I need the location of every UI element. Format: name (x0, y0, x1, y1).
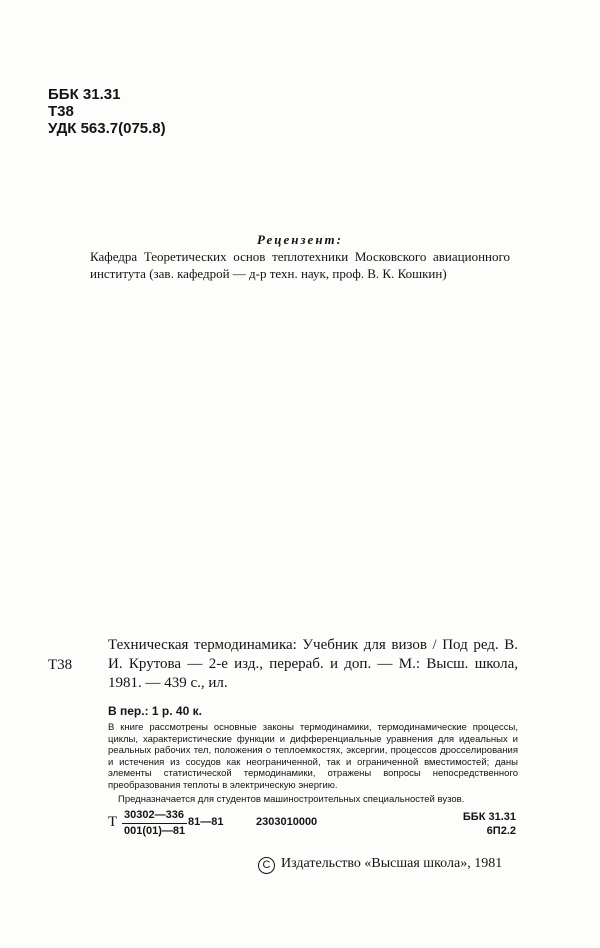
catalog-codes (48, 86, 166, 137)
reviewer-text: Кафедра Теоретических основ теплотехники Московского авиационного института (зав. кафедрой — д-р техн. наук, проф. В. К. Кошкин) (90, 249, 510, 281)
copyright-line (258, 856, 502, 874)
bbk-code: ББК 31.31 (48, 86, 121, 103)
reviewer-heading: Рецензент: (257, 232, 343, 247)
author-mark: Т38 (48, 103, 74, 120)
copyright-text: Издательство «Высшая школа», 1981 (281, 856, 503, 871)
bibliographic-entry: Техническая термодинамика: Учебник для визов / Под ред. В. И. Крутова — 2-е изд., перераб. и доп. — М.: Высш. школа, 1981. — 439 с., ил. (108, 637, 518, 691)
annotation: В книге рассмотрены основные законы термодинамики, термодинамические процессы, циклы, характеристические функции и дифференциальные уравнения для идеальных и реальных рабочих тел, положения о теплоемкостях, эксергии, процессов дросселирования и истечения из сосудов как неограниченной, так и ограниченной вместимостей; даны элементы статистической термодинамики, отражены вопросы непосредственного преобразования теплоты в электрическую энергию. (108, 722, 518, 791)
copyright-icon: C (258, 857, 275, 874)
sub-index-code: 6П2.2 (486, 825, 516, 837)
classification-fraction (122, 808, 187, 839)
bbk-right-block (458, 810, 516, 838)
index-code: 2303010000 (256, 816, 318, 828)
price: В пер.: 1 р. 40 к. (108, 704, 202, 718)
udk-code: УДК 563.7(075.8) (48, 120, 166, 137)
bbk-right-code: ББК 31.31 (462, 811, 516, 823)
entry-author-mark: Т38 (48, 657, 73, 673)
fraction-denominator: 001(01)—81 (124, 825, 186, 837)
fraction-numerator: 30302—336 (122, 808, 187, 824)
year-code: 81—81 (188, 816, 224, 828)
classification-letter: Т (108, 814, 118, 830)
purpose-note: Предназначается для студентов машиностроительных специальностей вузов. (118, 794, 465, 805)
